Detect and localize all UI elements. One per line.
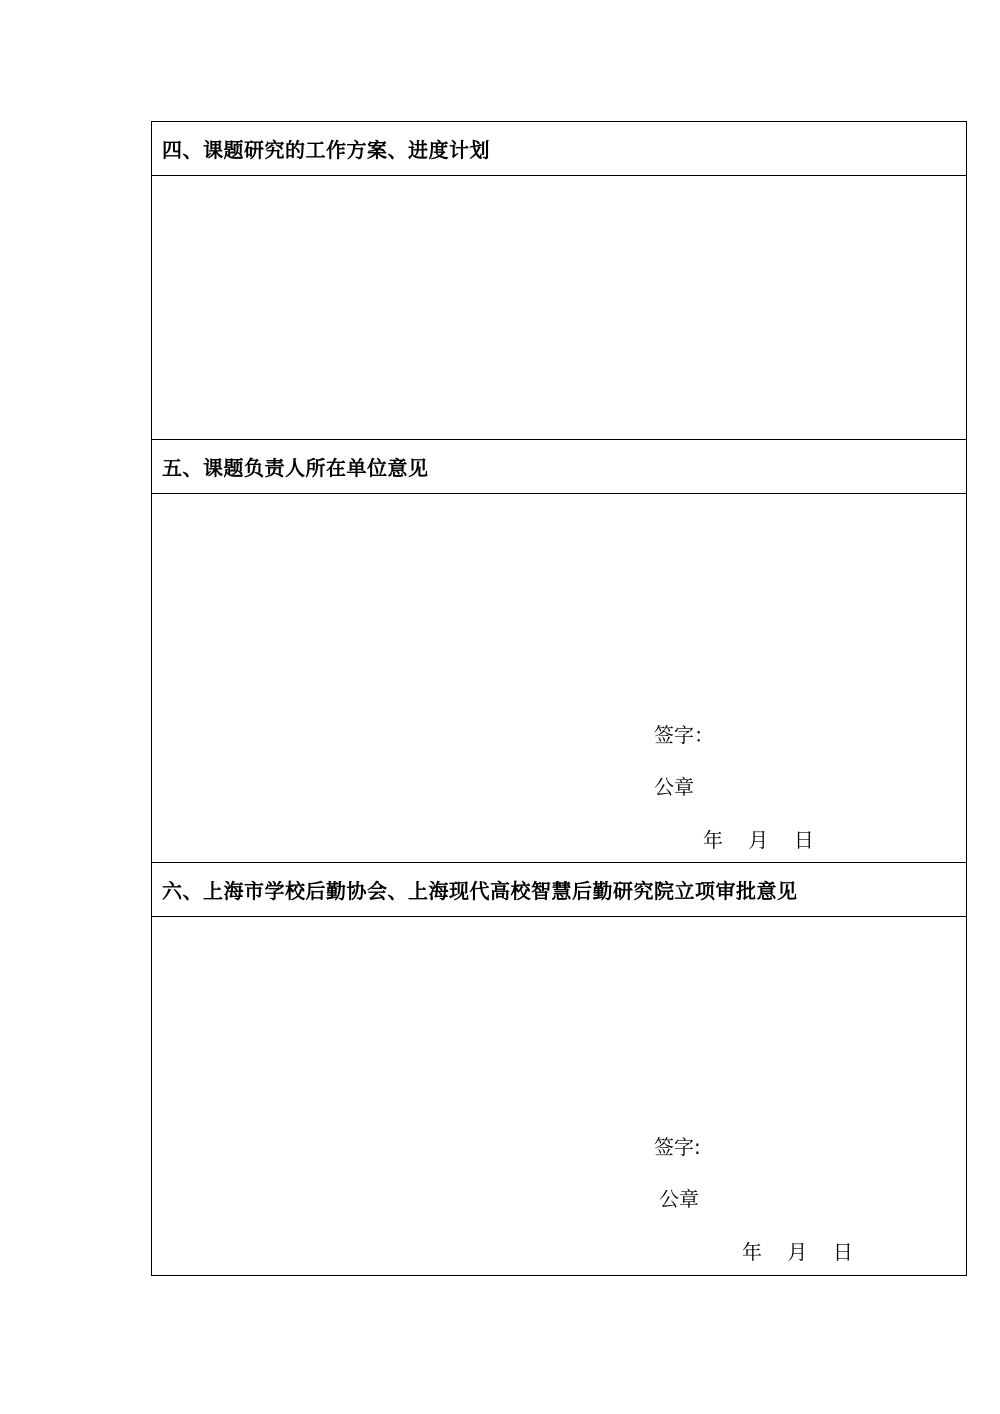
- section-title-work-plan: 四、课题研究的工作方案、进度计划: [162, 138, 490, 162]
- section-title-association-approval: 六、上海市学校后勤协会、上海现代高校智慧后勤研究院立项审批意见: [162, 879, 798, 903]
- association-approval-content-area[interactable]: [152, 917, 966, 1275]
- unit-seal-label: 公章: [654, 775, 694, 799]
- unit-date-label: 年 月 日: [703, 828, 814, 852]
- association-seal-label: 公章: [659, 1187, 699, 1211]
- unit-opinion-content-area[interactable]: [152, 494, 966, 863]
- section-title-unit-opinion: 五、课题负责人所在单位意见: [162, 456, 429, 480]
- section-header-association-approval: [152, 863, 966, 917]
- association-signature-label: 签字:: [654, 1135, 701, 1159]
- association-date-label: 年 月 日: [742, 1240, 853, 1264]
- section-header-unit-opinion: [152, 440, 966, 494]
- unit-signature-label: 签字：: [654, 723, 714, 747]
- work-plan-content-area[interactable]: [152, 176, 966, 440]
- approval-form-table: [151, 121, 967, 1276]
- section-header-work-plan: [152, 122, 966, 176]
